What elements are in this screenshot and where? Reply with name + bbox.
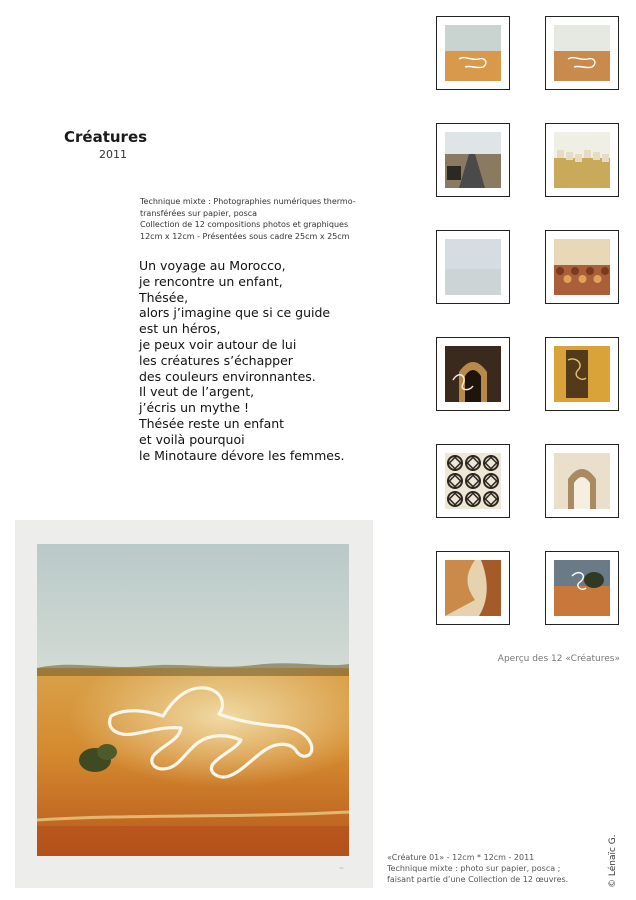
poem-line: le Minotaure dévore les femmes.	[139, 447, 345, 463]
thumbnail-creature-06[interactable]	[545, 230, 619, 304]
thumbnail-image	[554, 25, 610, 81]
svg-text:~: ~	[339, 865, 345, 872]
artwork-caption	[387, 852, 587, 885]
thumbnail-image	[554, 560, 610, 616]
poem-line: les créatures s’échapper	[139, 352, 293, 368]
thumbnail-creature-02[interactable]	[545, 16, 619, 90]
thumbnail-image	[445, 346, 501, 402]
poem-line: Thésée reste un enfant	[139, 415, 285, 431]
thumbnail-image	[554, 453, 610, 509]
thumbnail-image	[445, 132, 501, 188]
poem-line: des couleurs environnantes.	[139, 368, 316, 384]
page-year: 2011	[99, 148, 127, 161]
thumbnail-creature-10[interactable]	[545, 444, 619, 518]
thumbnail-creature-03[interactable]	[436, 123, 510, 197]
poem-line: Il veut de l’argent,	[139, 384, 255, 400]
artwork-caption-line: faisant partie d’une Collection de 12 œuvres.	[387, 875, 569, 884]
thumbnail-creature-05[interactable]	[436, 230, 510, 304]
thumbnail-image	[554, 346, 610, 402]
poem-line: Un voyage au Morocco,	[139, 258, 286, 273]
poem-line: j’écris un mythe !	[139, 400, 249, 416]
technique-line: transférées sur papier, posca	[140, 208, 258, 218]
thumbnail-creature-01[interactable]	[436, 16, 510, 90]
poem-line: alors j’imagine que si ce guide	[139, 305, 331, 321]
thumbnails-caption: Aperçu des 12 «Créatures»	[497, 654, 620, 664]
artwork-image	[15, 520, 373, 888]
page-title: Créatures	[64, 128, 148, 146]
thumbnail-image	[554, 132, 610, 188]
thumbnail-creature-09[interactable]	[436, 444, 510, 518]
technique-line: 12cm x 12cm - Présentées sous cadre 25cm x 25cm	[140, 231, 350, 241]
artwork-caption-line: Technique mixte : photo sur papier, posca ;	[387, 864, 561, 873]
poem-line: est un héros,	[139, 321, 221, 337]
thumbnail-creature-12[interactable]	[545, 551, 619, 625]
poem	[139, 258, 379, 463]
thumbnail-image	[445, 239, 501, 295]
poem-line: et voilà pourquoi	[139, 431, 245, 447]
technique-line: Collection de 12 compositions photos et graphiques	[140, 220, 349, 229]
technique-description	[140, 196, 380, 242]
poem-line: je peux voir autour de lui	[139, 336, 297, 352]
thumbnail-creature-07[interactable]	[436, 337, 510, 411]
artwork-caption-line: «Créature 01» - 12cm * 12cm - 2011	[387, 853, 535, 862]
poem-line: je rencontre un enfant,	[139, 273, 283, 289]
technique-line: Technique mixte : Photographies numériques thermo-	[140, 197, 356, 206]
thumbnail-image	[445, 453, 501, 509]
thumbnail-creature-04[interactable]	[545, 123, 619, 197]
thumbnail-image	[554, 239, 610, 295]
poem-line: Thésée,	[139, 289, 189, 305]
thumbnail-creature-11[interactable]	[436, 551, 510, 625]
thumbnail-image	[445, 25, 501, 81]
thumbnail-image	[445, 560, 501, 616]
artwork-creature-01	[15, 520, 373, 888]
copyright-notice: © Lénaïc G.	[608, 834, 618, 888]
thumbnail-creature-08[interactable]	[545, 337, 619, 411]
